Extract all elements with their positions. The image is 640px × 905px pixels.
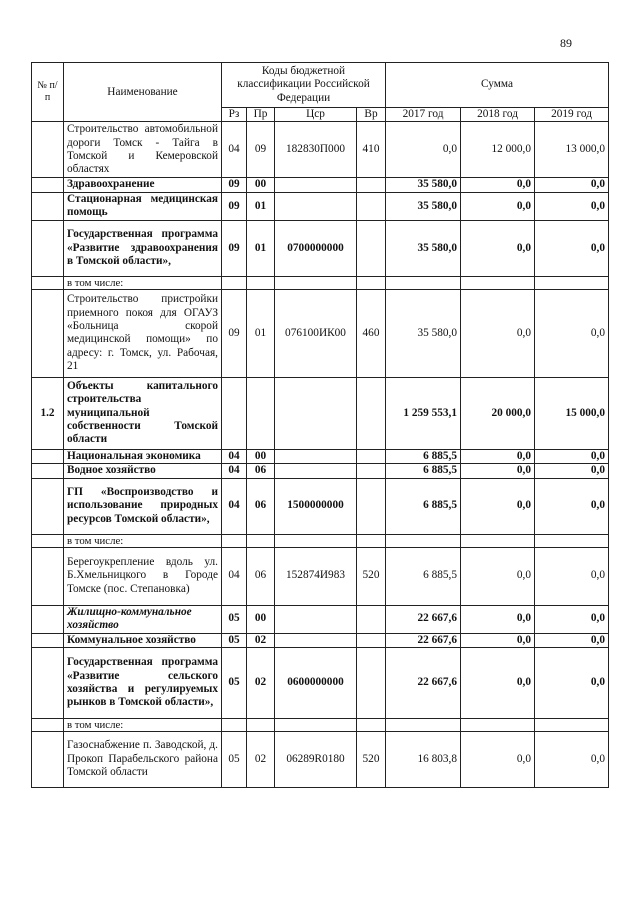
- cell-y2019: 0,0: [535, 220, 609, 276]
- cell-cer: [275, 464, 357, 478]
- cell-cer: 076100ИК00: [275, 289, 357, 377]
- cell-vr: [357, 719, 386, 732]
- cell-y2018: 0,0: [461, 478, 535, 534]
- cell-y2017: 6 885,5: [386, 449, 461, 463]
- header-rz: Рз: [222, 108, 247, 122]
- cell-y2018: 0,0: [461, 648, 535, 719]
- cell-pr: [247, 534, 275, 547]
- cell-num: [32, 719, 64, 732]
- cell-name: Здравоохранение: [64, 178, 222, 192]
- cell-pr: 06: [247, 478, 275, 534]
- cell-vr: [357, 276, 386, 289]
- cell-y2019: 0,0: [535, 478, 609, 534]
- cell-y2017: 35 580,0: [386, 178, 461, 192]
- cell-cer: 0600000000: [275, 648, 357, 719]
- table-row: [32, 276, 609, 289]
- cell-cer: [275, 605, 357, 633]
- cell-rz: 05: [222, 732, 247, 788]
- cell-rz: [222, 534, 247, 547]
- cell-y2019: 0,0: [535, 547, 609, 605]
- cell-cer: [275, 377, 357, 449]
- cell-num: [32, 605, 64, 633]
- header-vr: Вр: [357, 108, 386, 122]
- cell-rz: 09: [222, 192, 247, 220]
- table-row: [32, 192, 609, 220]
- cell-name: Государственная программа «Развитие сельского хозяйства и регулируемых рынков в Томской области»,: [64, 648, 222, 719]
- cell-y2017: 22 667,6: [386, 633, 461, 647]
- table-row: [32, 547, 609, 605]
- table-row: [32, 122, 609, 178]
- cell-y2018: 0,0: [461, 605, 535, 633]
- cell-name: в том числе:: [64, 276, 222, 289]
- cell-vr: [357, 449, 386, 463]
- cell-rz: [222, 719, 247, 732]
- cell-num: [32, 464, 64, 478]
- cell-pr: 02: [247, 633, 275, 647]
- cell-num: [32, 732, 64, 788]
- cell-rz: 04: [222, 464, 247, 478]
- cell-num: [32, 449, 64, 463]
- table-row: [32, 178, 609, 192]
- cell-y2017: 16 803,8: [386, 732, 461, 788]
- table-row: [32, 534, 609, 547]
- cell-name: Государственная программа «Развитие здравоохранения в Томской области»,: [64, 220, 222, 276]
- cell-cer: 0700000000: [275, 220, 357, 276]
- cell-cer: [275, 276, 357, 289]
- cell-y2017: 6 885,5: [386, 478, 461, 534]
- cell-num: [32, 547, 64, 605]
- cell-y2018: 12 000,0: [461, 122, 535, 178]
- cell-vr: [357, 377, 386, 449]
- cell-num: [32, 122, 64, 178]
- cell-y2019: [535, 534, 609, 547]
- cell-cer: [275, 719, 357, 732]
- cell-pr: [247, 276, 275, 289]
- cell-y2018: [461, 534, 535, 547]
- cell-name: ГП «Воспроизводство и использование природных ресурсов Томской области»,: [64, 478, 222, 534]
- cell-y2018: 0,0: [461, 464, 535, 478]
- cell-num: [32, 289, 64, 377]
- cell-vr: [357, 534, 386, 547]
- cell-vr: 460: [357, 289, 386, 377]
- header-pr: Пр: [247, 108, 275, 122]
- cell-rz: 04: [222, 122, 247, 178]
- cell-y2017: 0,0: [386, 122, 461, 178]
- cell-rz: [222, 276, 247, 289]
- cell-name: Строительство пристройки приемного покоя для ОГАУЗ «Больница скорой медицинской помощи» по адресу: г. Томск, ул. Рабочая, 21: [64, 289, 222, 377]
- cell-y2019: 0,0: [535, 192, 609, 220]
- header-2019: 2019 год: [535, 108, 609, 122]
- cell-y2019: 0,0: [535, 605, 609, 633]
- cell-name: Национальная экономика: [64, 449, 222, 463]
- cell-y2019: 0,0: [535, 464, 609, 478]
- cell-pr: 01: [247, 220, 275, 276]
- cell-num: [32, 633, 64, 647]
- cell-y2017: 6 885,5: [386, 464, 461, 478]
- cell-name: Газоснабжение п. Заводской, д. Прокоп Парабельского района Томской области: [64, 732, 222, 788]
- cell-cer: [275, 633, 357, 647]
- cell-y2017: 35 580,0: [386, 192, 461, 220]
- cell-y2019: 0,0: [535, 633, 609, 647]
- cell-y2019: 13 000,0: [535, 122, 609, 178]
- cell-num: [32, 178, 64, 192]
- cell-rz: 05: [222, 605, 247, 633]
- table-row: [32, 464, 609, 478]
- cell-num: 1.2: [32, 377, 64, 449]
- cell-rz: 05: [222, 648, 247, 719]
- cell-y2019: 0,0: [535, 178, 609, 192]
- header-name: Наименование: [64, 63, 222, 122]
- cell-y2018: 0,0: [461, 220, 535, 276]
- cell-name: Строительство автомобильной дороги Томск - Тайга в Томской и Кемеровской областях: [64, 122, 222, 178]
- table-row: [32, 719, 609, 732]
- table-row: [32, 289, 609, 377]
- cell-num: [32, 220, 64, 276]
- cell-y2019: 15 000,0: [535, 377, 609, 449]
- cell-rz: 09: [222, 178, 247, 192]
- cell-y2018: 0,0: [461, 449, 535, 463]
- cell-pr: 06: [247, 547, 275, 605]
- cell-name: Водное хозяйство: [64, 464, 222, 478]
- cell-y2019: [535, 719, 609, 732]
- header-2018: 2018 год: [461, 108, 535, 122]
- table-row: [32, 633, 609, 647]
- page-number: 89: [560, 36, 572, 50]
- cell-y2017: [386, 719, 461, 732]
- cell-y2017: 22 667,6: [386, 605, 461, 633]
- cell-rz: 04: [222, 478, 247, 534]
- cell-y2019: 0,0: [535, 449, 609, 463]
- table-row: [32, 377, 609, 449]
- cell-y2018: [461, 276, 535, 289]
- cell-name: в том числе:: [64, 719, 222, 732]
- cell-vr: [357, 648, 386, 719]
- cell-vr: 520: [357, 547, 386, 605]
- header-sum: Сумма: [386, 63, 609, 108]
- cell-y2018: 20 000,0: [461, 377, 535, 449]
- cell-vr: [357, 220, 386, 276]
- header-cer: Цср: [275, 108, 357, 122]
- cell-cer: [275, 449, 357, 463]
- table-row: [32, 648, 609, 719]
- cell-y2018: 0,0: [461, 732, 535, 788]
- cell-cer: 1500000000: [275, 478, 357, 534]
- cell-vr: [357, 464, 386, 478]
- cell-name: Жилищно-коммунальное хозяйство: [64, 605, 222, 633]
- cell-y2019: [535, 276, 609, 289]
- cell-num: [32, 534, 64, 547]
- cell-cer: [275, 178, 357, 192]
- cell-pr: 00: [247, 449, 275, 463]
- cell-cer: [275, 192, 357, 220]
- cell-name: Берегоукрепление вдоль ул. Б.Хмельницкого в Городе Томске (пос. Степановка): [64, 547, 222, 605]
- cell-pr: 01: [247, 289, 275, 377]
- budget-table: [31, 62, 609, 788]
- cell-num: [32, 648, 64, 719]
- header-codes: Коды бюджетной классификации Российской Федерации: [222, 63, 386, 108]
- table-row: [32, 478, 609, 534]
- cell-y2017: 35 580,0: [386, 289, 461, 377]
- cell-y2017: 6 885,5: [386, 547, 461, 605]
- cell-y2019: 0,0: [535, 732, 609, 788]
- cell-vr: [357, 605, 386, 633]
- cell-name: Стационарная медицинская помощь: [64, 192, 222, 220]
- cell-num: [32, 478, 64, 534]
- cell-y2018: 0,0: [461, 192, 535, 220]
- cell-vr: [357, 192, 386, 220]
- cell-num: [32, 276, 64, 289]
- cell-y2018: 0,0: [461, 289, 535, 377]
- cell-vr: [357, 178, 386, 192]
- cell-y2018: 0,0: [461, 633, 535, 647]
- table-row: [32, 220, 609, 276]
- cell-y2019: 0,0: [535, 648, 609, 719]
- cell-pr: [247, 377, 275, 449]
- cell-rz: 04: [222, 449, 247, 463]
- cell-vr: [357, 633, 386, 647]
- cell-y2017: [386, 276, 461, 289]
- cell-cer: 152874И983: [275, 547, 357, 605]
- cell-rz: 09: [222, 220, 247, 276]
- cell-pr: 09: [247, 122, 275, 178]
- header-2017: 2017 год: [386, 108, 461, 122]
- cell-name: в том числе:: [64, 534, 222, 547]
- cell-y2018: 0,0: [461, 547, 535, 605]
- cell-rz: [222, 377, 247, 449]
- cell-y2017: [386, 534, 461, 547]
- cell-num: [32, 192, 64, 220]
- cell-pr: 01: [247, 192, 275, 220]
- cell-pr: 02: [247, 648, 275, 719]
- cell-vr: 520: [357, 732, 386, 788]
- cell-y2019: 0,0: [535, 289, 609, 377]
- cell-pr: [247, 719, 275, 732]
- cell-vr: 410: [357, 122, 386, 178]
- cell-y2017: 35 580,0: [386, 220, 461, 276]
- table-row: [32, 449, 609, 463]
- cell-y2017: 22 667,6: [386, 648, 461, 719]
- cell-rz: 04: [222, 547, 247, 605]
- cell-pr: 00: [247, 178, 275, 192]
- cell-rz: 05: [222, 633, 247, 647]
- cell-name: Объекты капитального строительства муниципальной собственности Томской области: [64, 377, 222, 449]
- cell-name: Коммунальное хозяйство: [64, 633, 222, 647]
- header-num: № п/п: [32, 63, 64, 122]
- cell-cer: 182830П000: [275, 122, 357, 178]
- cell-rz: 09: [222, 289, 247, 377]
- cell-pr: 02: [247, 732, 275, 788]
- cell-cer: [275, 534, 357, 547]
- cell-pr: 06: [247, 464, 275, 478]
- cell-y2018: 0,0: [461, 178, 535, 192]
- table-row: [32, 732, 609, 788]
- cell-cer: 06289R0180: [275, 732, 357, 788]
- table-row: [32, 605, 609, 633]
- cell-pr: 00: [247, 605, 275, 633]
- cell-vr: [357, 478, 386, 534]
- cell-y2017: 1 259 553,1: [386, 377, 461, 449]
- cell-y2018: [461, 719, 535, 732]
